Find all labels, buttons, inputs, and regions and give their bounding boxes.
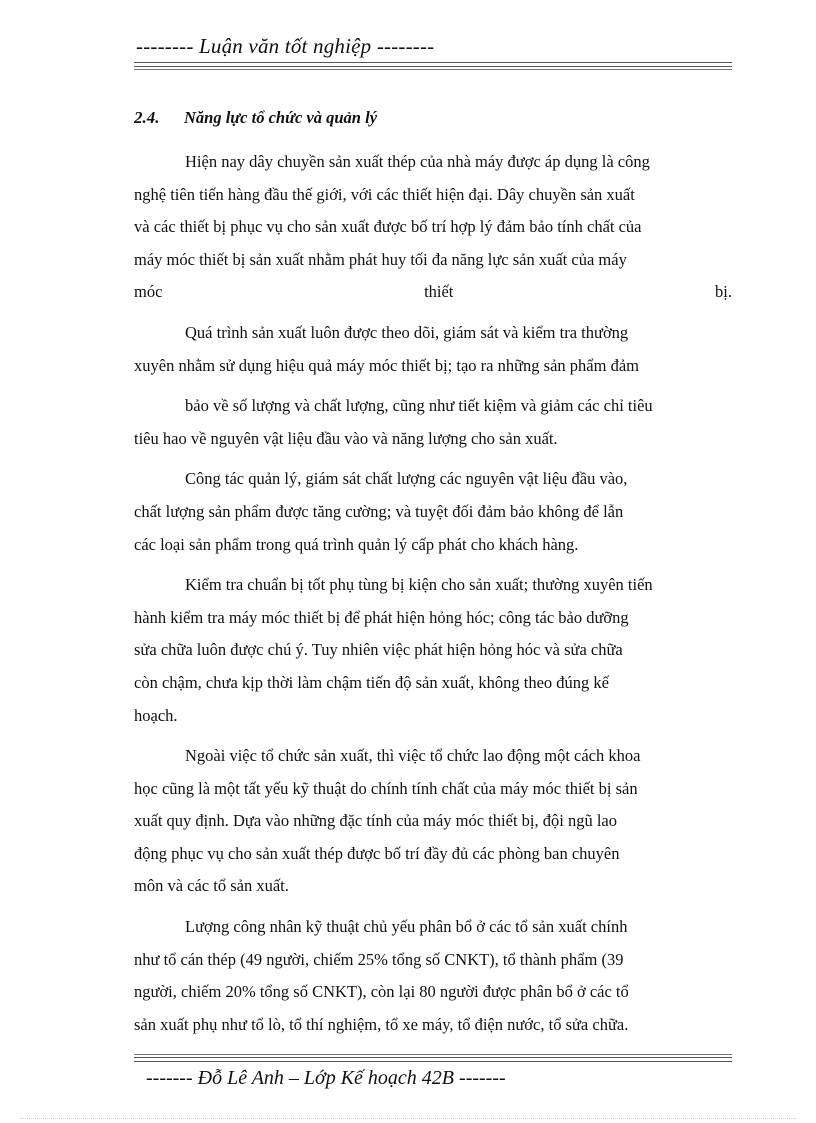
text-line: còn chậm, chưa kịp thời làm chậm tiến độ sản xuất, không theo đúng kế [134,672,609,692]
footer-rule-thin [134,1054,732,1055]
page-edge-dots [20,1118,796,1119]
text-line: hoạch. [134,705,178,725]
text-line: máy móc thiết bị sản xuất nhằm phát huy tối đa năng lực sản xuất của máy [134,249,627,269]
text-line: nghệ tiên tiến hàng đầu thế giới, với các thiết hiện đại. Dây chuyền sản xuất [134,184,635,204]
text-line: Ngoài việc tổ chức sản xuất, thì việc tổ chức lao động một cách khoa [185,746,641,766]
paragraph-7 [134,911,732,1041]
section-title: Năng lực tổ chức và quản lý [184,108,378,127]
text-line: sửa chữa luôn được chú ý. Tuy nhiên việc phát hiện hỏng hóc và sửa chữa [134,640,623,660]
header-rule [134,62,732,67]
text-line: các loại sản phẩm trong quá trình quản lý cấp phát cho khách hàng. [134,534,579,554]
paragraph-3 [134,390,732,455]
text-line: xuất quy định. Dựa vào những đặc tính của máy móc thiết bị, đội ngũ lao [134,811,617,831]
text-line: bảo về số lượng và chất lượng, cũng như tiết kiệm và giảm các chỉ tiêu [185,396,653,416]
paragraph-1 [134,146,732,309]
text-line: Lượng công nhân kỹ thuật chủ yếu phân bổ ở các tổ sản xuất chính [185,917,628,937]
paragraph-6 [134,740,732,903]
text-line: người, chiếm 20% tổng số CNKT), còn lại 80 người được phân bổ ở các tổ [134,982,629,1002]
text-line: tiêu hao về nguyên vật liệu đầu vào và năng lượng cho sản xuất. [134,428,558,448]
word: thiết [424,282,454,302]
text-line: học cũng là một tất yếu kỹ thuật do chính tính chất của máy móc thiết bị sản [134,778,638,798]
word: móc [134,282,163,302]
text-line: môn và các tổ sản xuất. [134,876,289,896]
text-line: và các thiết bị phục vụ cho sản xuất được bố trí hợp lý đảm bảo tính chất của [134,217,642,237]
section-number: 2.4. [134,108,160,127]
text-line: như tổ cán thép (49 người, chiếm 25% tổng số CNKT), tổ thành phẩm (39 [134,949,624,969]
text-line: xuyên nhằm sử dụng hiệu quả máy móc thiết bị; tạo ra những sản phẩm đảm [134,355,639,375]
document-body [134,146,732,1041]
text-line: Hiện nay dây chuyền sản xuất thép của nhà máy được áp dụng là công [185,152,650,171]
text-line: Công tác quản lý, giám sát chất lượng các nguyên vật liệu đầu vào, [185,469,628,489]
text-line: chất lượng sản phẩm được tăng cường; và tuyệt đối đảm bảo không để lẫn [134,501,624,521]
text-line-spread [134,276,732,309]
text-line: Kiểm tra chuẩn bị tốt phụ tùng bị kiện cho sản xuất; thường xuyên tiến [185,575,653,595]
paragraph-5 [134,569,732,732]
footer-rule [134,1057,732,1062]
page-header: -------- Luận văn tốt nghiệp -------- [136,34,435,58]
paragraph-2 [134,317,732,382]
word: bị. [715,282,732,302]
text-line: hành kiểm tra máy móc thiết bị để phát hiện hỏng hóc; công tác bảo dưỡng [134,607,629,627]
header-rule-thin [134,69,732,70]
text-line: sản xuất phụ như tổ lò, tổ thí nghiệm, tổ xe máy, tổ điện nước, tổ sửa chữa. [134,1014,629,1034]
paragraph-4 [134,463,732,561]
text-line: động phục vụ cho sản xuất thép được bố trí đầy đủ các phòng ban chuyên [134,843,620,863]
page-footer: ------- Đỗ Lê Anh – Lớp Kế hoạch 42B ------- [146,1067,506,1089]
text-line: Quá trình sản xuất luôn được theo dõi, giám sát và kiểm tra thường [185,322,629,342]
section-heading [134,108,377,128]
